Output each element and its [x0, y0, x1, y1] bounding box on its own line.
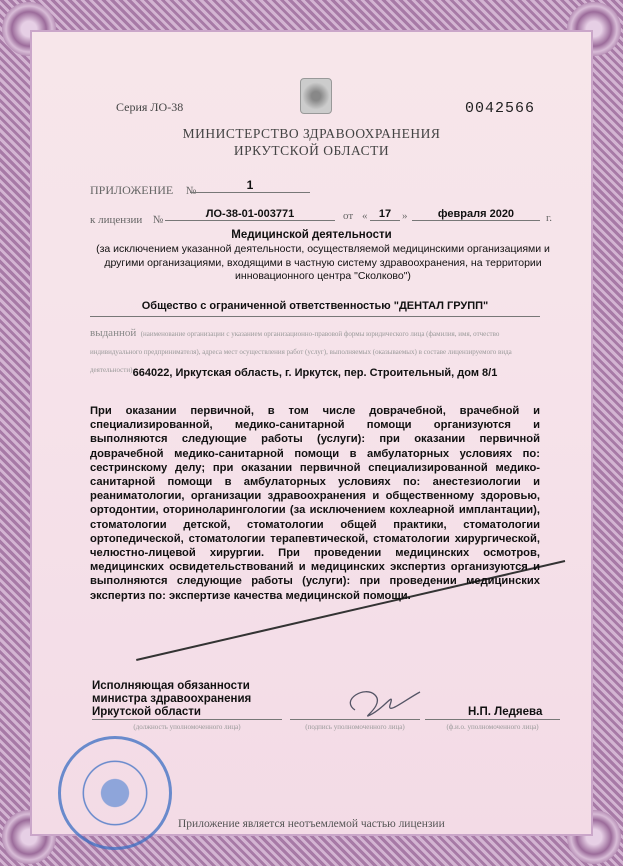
- from-label: от: [343, 210, 354, 222]
- issued-label: выданной: [90, 327, 137, 339]
- activity-note: (за исключением указанной деятельности, осуществляемой медицинскими организациями и другими организациями, входящими в частную систему здравоохранения, на территории инновационного центра "Сколково"): [96, 243, 550, 282]
- footer-note: Приложение является неотъемлемой частью лицензии: [178, 818, 445, 830]
- caption-name: (ф.и.о. уполномоченного лица): [446, 723, 539, 731]
- signatory-position: Исполняющая обязанности министра здравоохранения Иркутской области: [92, 680, 252, 718]
- appendix-number: 1: [190, 178, 310, 193]
- year-suffix: г.: [546, 212, 553, 224]
- license-number: ЛО-38-01-003771: [165, 208, 335, 221]
- license-row: [90, 210, 163, 228]
- appendix-no-sign: №: [185, 185, 197, 197]
- activity-title: Медицинской деятельности: [231, 229, 392, 241]
- appendix-row: [90, 181, 196, 199]
- signatory-name: Н.П. Ледяева: [468, 706, 543, 718]
- official-stamp: [58, 736, 172, 850]
- quote-open: «: [362, 210, 368, 222]
- coat-of-arms-icon: [300, 78, 332, 114]
- organization-name: Общество с ограниченной ответственностью "ДЕНТАЛ ГРУПП": [90, 300, 540, 317]
- organization-address: 664022, Иркутская область, г. Иркутск, пер. Строительный, дом 8/1: [132, 367, 498, 379]
- works-description: При оказании первичной, в том числе доврачебной, врачебной и специализированной, медико-санитарной помощи организуются и выполняются следующие работы (услуги): при оказании первичной доврачебной медико-санитарной помощи в амбулаторных условиях по: сестринскому делу; при оказании первичной специализированной медико-санитарной помощи в амбулаторных условиях по: анестезиологии и реаниматологии, организации здравоохранения и общественному здоровью, ортодонтии, оториноларингологии (за исключением кохлеарной имплантации), стоматологии детской, стоматологии общей практики, стоматологии ортопедической, стоматологии терапевтической, стоматологии хирургической, челюстно-лицевой хирургии. При проведении медицинских осмотров, медицинских освидетельствований и медицинских экспертиз организуются и выполняются следующие работы (услуги): при проведении медицинских экспертиз по: экспертизе качества медицинской помощи.: [90, 405, 540, 602]
- license-label: к лицензии: [90, 214, 143, 226]
- license-no-sign: №: [152, 214, 164, 226]
- issued-note: (наименование организации с указанием организационно-правовой формы юридического лица (фамилия, имя, отчество индивидуального предпринимателя), адреса мест осуществления работ (услуг), выполняемых (оказываемых) в составе лицензируемого вида деятельности): [90, 330, 512, 374]
- license-month-year: февраля 2020: [412, 208, 540, 221]
- ministry-title: МИНИСТЕРСТВО ЗДРАВООХРАНЕНИЯ: [182, 126, 441, 141]
- caption-position: (должность уполномоченного лица): [133, 723, 241, 731]
- position-line: [92, 719, 282, 720]
- appendix-label: ПРИЛОЖЕНИЕ: [90, 183, 174, 197]
- series-label: Серия ЛО-38: [116, 100, 184, 114]
- ministry-region: ИРКУТСКОЙ ОБЛАСТИ: [233, 143, 390, 158]
- quote-close: »: [402, 210, 408, 222]
- name-line: [425, 719, 560, 720]
- handwritten-signature: [335, 680, 425, 725]
- license-day: 17: [370, 208, 400, 221]
- form-number: 0042566: [465, 100, 536, 117]
- caption-signature: (подпись уполномоченного лица): [305, 723, 405, 731]
